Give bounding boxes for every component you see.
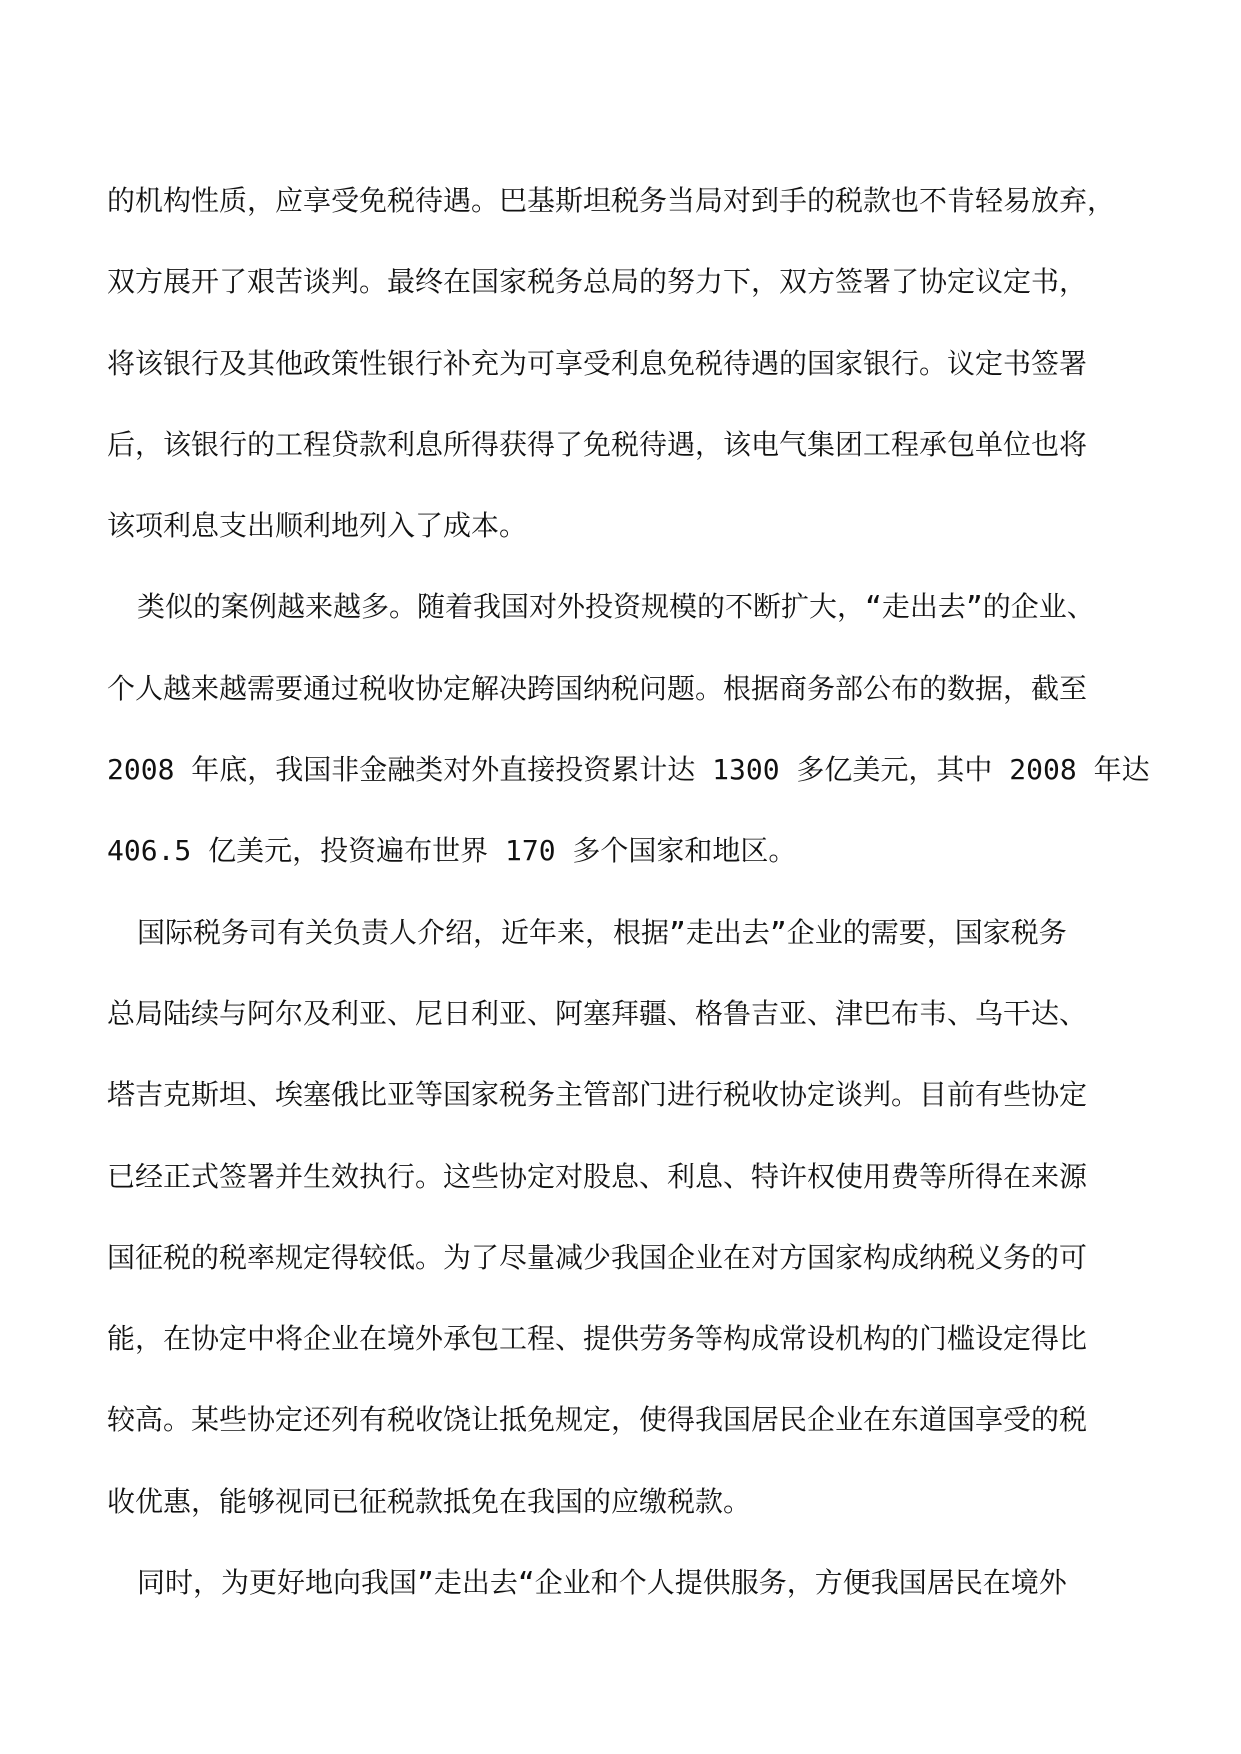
text-line: 将该银行及其他政策性银行补充为可享受利息免税待遇的国家银行。议定书签署 xyxy=(107,346,1088,380)
text-line: 的机构性质，应享受免税待遇。巴基斯坦税务当局对到手的税款也不肯轻易放弃， xyxy=(107,184,1116,217)
paragraph-1 xyxy=(107,160,1137,566)
document-page xyxy=(107,160,1150,1623)
text-line: 类似的案例越来越多。随着我国对外投资规模的不断扩大，“走出去”的企业、 xyxy=(137,590,1095,624)
text-line: 较高。某些协定还列有税收饶让抵免规定，使得我国居民企业在东道国享受的税 xyxy=(107,1403,1088,1437)
text-line: 后，该银行的工程贷款利息所得获得了免税待遇，该电气集团工程承包单位也将 xyxy=(107,427,1088,461)
text-line: 2008 年底，我国非金融类对外直接投资累计达 1300 多亿美元，其中 2008 年达 xyxy=(107,753,1150,787)
text-line: 已经正式签署并生效执行。这些协定对股息、利息、特许权使用费等所得在来源 xyxy=(107,1159,1088,1193)
text-line: 该项利息支出顺利地列入了成本。 xyxy=(107,509,528,543)
text-line: 国际税务司有关负责人介绍，近年来，根据”走出去”企业的需要，国家税务 xyxy=(137,915,1067,949)
paragraph-4 xyxy=(107,1542,1137,1623)
text-line: 同时，为更好地向我国”走出去“企业和个人提供服务，方便我国居民在境外 xyxy=(137,1566,1067,1600)
text-line: 能，在协定中将企业在境外承包工程、提供劳务等构成常设机构的门槛设定得比 xyxy=(107,1322,1088,1356)
text-line: 总局陆续与阿尔及利亚、尼日利亚、阿塞拜疆、格鲁吉亚、津巴布韦、乌干达、 xyxy=(107,996,1088,1030)
text-line: 国征税的税率规定得较低。为了尽量减少我国企业在对方国家构成纳税义务的可 xyxy=(107,1240,1088,1274)
paragraph-3 xyxy=(107,892,1137,1542)
text-line: 406.5 亿美元，投资遍布世界 170 多个国家和地区。 xyxy=(107,834,797,868)
text-line: 双方展开了艰苦谈判。最终在国家税务总局的努力下，双方签署了协定议定书， xyxy=(107,265,1088,299)
text-line: 塔吉克斯坦、埃塞俄比亚等国家税务主管部门进行税收协定谈判。目前有些协定 xyxy=(107,1078,1088,1112)
text-line: 个人越来越需要通过税收协定解决跨国纳税问题。根据商务部公布的数据，截至 xyxy=(107,671,1088,705)
paragraph-2 xyxy=(107,566,1150,891)
text-line: 收优惠，能够视同已征税款抵免在我国的应缴税款。 xyxy=(107,1484,752,1518)
